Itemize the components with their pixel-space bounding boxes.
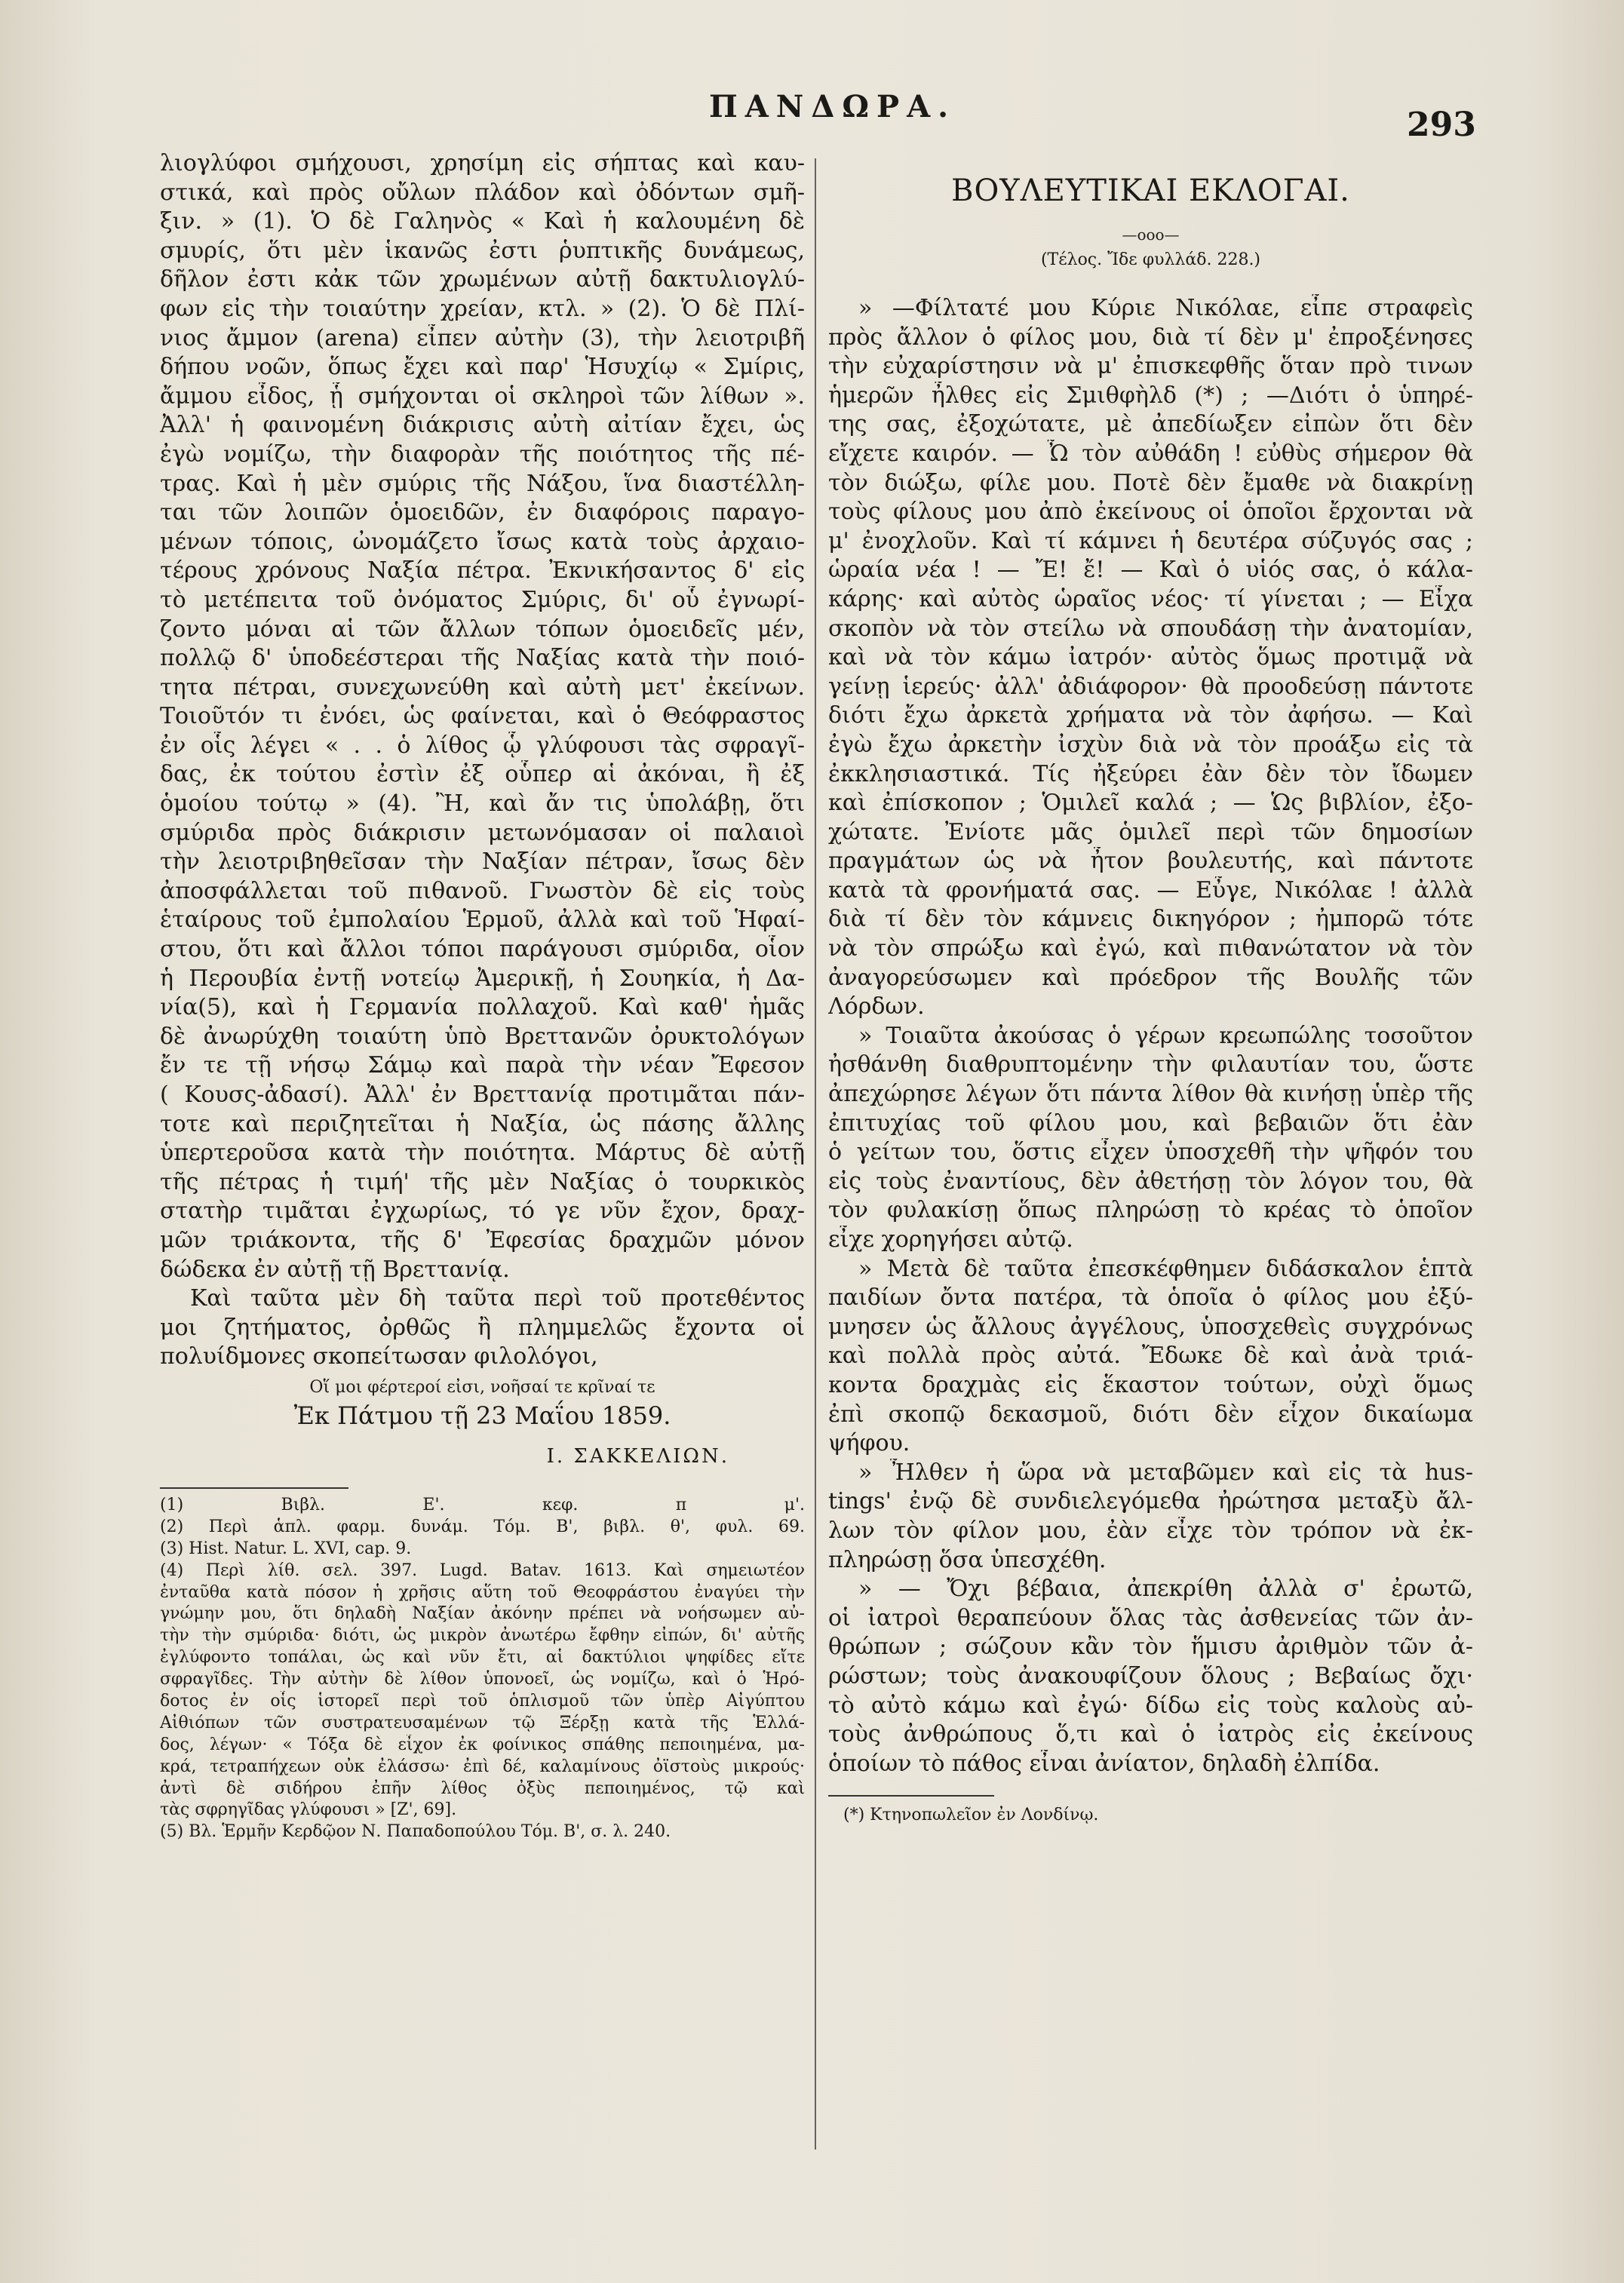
text-line: μένων τόποις, ὠνομάζετο ἴσως κατὰ τοὺς ἀρχαιο- bbox=[160, 528, 805, 555]
text-line: tings' ἐνῷ δὲ συνδιελεγόμεθα ἠρώτησα μεταξὺ ἄλ- bbox=[828, 1488, 1473, 1515]
text-line: μῶν τριάκοντα, τῆς δ' Ἐφεσίας δραχμῶν μόνον bbox=[160, 1226, 805, 1254]
text-line: (5) Βλ. Ἑρμῆν Κερδῷον Ν. Παπαδοπούλου Τόμ. Β', σ. λ. 240. bbox=[160, 1822, 671, 1842]
bleed-through-gutter bbox=[1490, 158, 1618, 611]
text-line: ἐκκλησιαστικά. Τίς ἠξεύρει ἐὰν δὲν τὸν ἴδωμεν bbox=[828, 760, 1473, 787]
left-column-text bbox=[160, 149, 805, 1372]
page-number: 293 bbox=[1407, 106, 1476, 144]
text-line: πρὸς ἄλλον ὁ φίλος μου, διὰ τί δὲν μ' ἐπροξένησες bbox=[828, 324, 1473, 351]
text-line: δῆλον ἐστι κἀκ τῶν χρωμένων αὐτῇ δακτυλιογλύ- bbox=[160, 266, 805, 293]
text-line: γείνῃ ἱερεύς· ἀλλ' ἀδιάφορον· θὰ προοδεύσῃ πάντοτε bbox=[828, 673, 1473, 700]
text-line: εἰς τοὺς ἐναντίους, δὲν ἀθετήσῃ τὸν λόγον του, θὰ bbox=[828, 1168, 1473, 1195]
text-line: καὶ πολλὰ πρὸς αὐτά. Ἔδωκε δὲ καὶ ἀνὰ τριά- bbox=[828, 1342, 1473, 1370]
text-line: κάρης· καὶ αὐτὸς ὡραῖος νέος· τί γίνεται ; — Εἶχα bbox=[828, 585, 1473, 612]
text-line: πραγμάτων ὡς νὰ ἦτον βουλευτής, καὶ πάντοτε bbox=[828, 848, 1473, 875]
text-line: τητα πέτραι, συνεχωνεύθη καὶ αὐτὴ μετ' ἐκείνων. bbox=[160, 674, 805, 701]
text-line: τὸ αὐτὸ κάμω καὶ ἐγώ· δίδω εἰς τοὺς καλοὺς αὐ- bbox=[828, 1692, 1473, 1719]
text-line: οἱ ἰατροὶ θεραπεύουν ὅλας τὰς ἀσθενείας τῶν ἀν- bbox=[828, 1604, 1473, 1631]
text-line: πληρώσῃ ὅσα ὑπεσχέθη. bbox=[828, 1546, 1107, 1573]
left-footnotes bbox=[160, 1495, 805, 1843]
text-line: διότι ἔχω ἀρκετὰ χρήματα νὰ τὸν ἀφήσω. — Καὶ bbox=[828, 702, 1473, 729]
text-line: σφραγῖδες. Τὴν αὐτὴν δὲ λίθον ὑπονοεῖ, ὡς νομίζω, καὶ ὁ Ἡρό- bbox=[160, 1670, 805, 1689]
text-line: δώδεκα ἐν αὐτῇ τῇ Βρεττανίᾳ. bbox=[160, 1256, 510, 1283]
text-line: ὁ γείτων του, ὅστις εἶχεν ὑποσχεθῆ τὴν ψῆφόν του bbox=[828, 1139, 1473, 1166]
text-line: καὶ ἐπίσκοπον ; Ὁμιλεῖ καλά ; — Ὡς βιβλίον, ἐξο- bbox=[828, 790, 1473, 817]
text-line: νὰ τὸν σπρώξω καὶ ἐγώ, καὶ πιθανώτατον νὰ τὸν bbox=[828, 935, 1473, 962]
text-line: νία(5), καὶ ἡ Γερμανία πολλαχοῦ. Καὶ καθ' ἡμᾶς bbox=[160, 994, 805, 1021]
text-line: κοντα δραχμὰς εἰς ἕκαστον τούτων, οὐχὶ ὅμως bbox=[828, 1371, 1473, 1398]
text-line: μοι ζητήματος, ὀρθῶς ἢ πλημμελῶς ἔχοντα οἱ bbox=[160, 1314, 805, 1341]
text-line: τῆς πέτρας ἡ τιμή' τῆς μὲν Ναξίας ὁ τουρκικὸς bbox=[160, 1168, 805, 1195]
text-line: ψήφου. bbox=[828, 1430, 910, 1457]
text-line: φων εἰς τὴν τοιαύτην χρείαν, κτλ. » (2). Ὁ δὲ Πλί- bbox=[160, 295, 805, 322]
text-line: δος, λέγων· « Τόξα δὲ εἶχον ἐκ φοίνικος σπάθης πεποιημένα, μα- bbox=[160, 1735, 805, 1754]
text-line: » Μετὰ δὲ ταῦτα ἐπεσκέφθημεν διδάσκαλον ἑπτὰ bbox=[858, 1255, 1473, 1282]
right-footnote: (*) Κτηνοπωλεῖον ἐν Λονδίνῳ. bbox=[843, 1806, 1099, 1825]
footnote-rule bbox=[828, 1795, 994, 1797]
text-line: δοτος ἐν οἷς ἱστορεῖ περὶ τοῦ ὁπλισμοῦ τῶν ὑπὲρ Αἰγύπτου bbox=[160, 1691, 805, 1711]
text-line: κρά, τετραπήχεων οὐκ ἐλάσσω· ἐπὶ δέ, καλαμίνους ὀϊστοὺς μικρούς· bbox=[160, 1757, 805, 1776]
text-line: » —Φίλτατέ μου Κύριε Νικόλαε, εἶπε στραφεὶς bbox=[858, 295, 1473, 321]
text-line: λιογλύφοι σμήχουσι, χρησίμη εἰς σήπτας καὶ καυ- bbox=[160, 150, 805, 176]
text-line: » — Ὄχι βέβαια, ἀπεκρίθη ἀλλὰ σ' ἐρωτῶ, bbox=[858, 1576, 1473, 1603]
text-line: τὴν λειοτριβηθεῖσαν τὴν Ναξίαν πέτραν, ἴσως δὲν bbox=[160, 848, 805, 876]
text-line: ἐπὶ σκοπῷ δεκασμοῦ, διότι δὲν εἶχον δικαίωμα bbox=[828, 1401, 1473, 1428]
text-line: ἐπιτυχίας τοῦ φίλου μου, καὶ βεβαιῶν ὅτι ἐὰν bbox=[828, 1109, 1473, 1137]
text-line: τὰς σφρηγῖδας γλύφουσι » [Ζ', 69]. bbox=[160, 1800, 457, 1820]
text-line: πολυίδμονες σκοπείτωσαν φιλολόγοι, bbox=[160, 1343, 598, 1370]
text-line: ἐγὼ νομίζω, τὴν διαφορὰν τῆς ποιότητος τῆς πέ- bbox=[160, 440, 805, 468]
epigraph-line: Οἵ μοι φέρτεροί εἰσι, νοῆσαί τε κρῖναί τε bbox=[309, 1377, 655, 1397]
text-line: χώτατε. Ἐνίοτε μᾶς ὁμιλεῖ περὶ τῶν δημοσίων bbox=[828, 818, 1473, 845]
text-line: » Ἦλθεν ἡ ὥρα νὰ μεταβῶμεν καὶ εἰς τὰ hus- bbox=[858, 1459, 1473, 1486]
text-line: ἐγὼ ἔχω ἀρκετὴν ἰσχὺν διὰ νὰ τὸν προάξω εἰς τὰ bbox=[828, 731, 1473, 758]
text-line: εἴχετε καιρόν. — Ὦ τὸν αὐθάδη ! εὐθὺς σήμερον θὰ bbox=[828, 440, 1473, 467]
text-line: ὁμοίου τούτῳ » (4). Ἢ, καὶ ἄν τις ὑπολάβῃ, ὅτι bbox=[160, 790, 805, 818]
text-line: διὰ τί δὲν τὸν κάμνεις δικηγόρον ; ἠμπορῶ τότε bbox=[828, 906, 1473, 933]
text-line: ἠσθάνθη διαθρυπτομένην τὴν φιλαυτίαν του, ὥστε bbox=[828, 1051, 1473, 1079]
text-line: ἐνταῦθα κατὰ πόσον ἡ χρῆσις αὕτη τοῦ Θεοφράστου ἐναγύει τὴν bbox=[160, 1582, 805, 1602]
text-line: Λόρδων. bbox=[828, 993, 925, 1020]
dateline: Ἐκ Πάτμου τῇ 23 Μαΐου 1859. bbox=[293, 1401, 671, 1430]
text-line: ἑταίρους τοῦ ἐμπολαίου Ἑρμοῦ, ἀλλὰ καὶ τοῦ Ἡφαί- bbox=[160, 907, 805, 934]
text-line: τέρους χρόνους Ναξία πέτρα. Ἐκνικήσαντος δ' εἰς bbox=[160, 557, 805, 585]
text-line: θρώπων ; σώζουν κἂν τὸν ἥμισυ ἀριθμὸν τῶν ἀ- bbox=[828, 1634, 1473, 1661]
text-line: δὲ ἀνωρύχθη τοιαύτη ὑπὸ Βρεττανῶν ὀρυκτολόγων bbox=[160, 1023, 805, 1050]
text-line: ὑπερτεροῦσα κατὰ τὴν ποιότητα. Μάρτυς δὲ αὐτῇ bbox=[160, 1140, 805, 1167]
text-line: τὸν διώξω, φίλε μου. Ποτὲ δὲν ἔμαθε νὰ διακρίνῃ bbox=[828, 469, 1473, 496]
text-line: τρας. Καὶ ἡ μὲν σμύρις τῆς Νάξου, ἵνα διαστέλλη- bbox=[160, 470, 805, 497]
text-line: ἡμερῶν ἦλθες εἰς Σμιθφὴλδ (*) ; —Διότι ὁ ὑπηρέ- bbox=[828, 382, 1473, 409]
text-line: ἀπεχώρησε λέγων ὅτι πάντα λίθον θὰ κινήσῃ ὑπὲρ τῆς bbox=[828, 1081, 1473, 1108]
column-rule bbox=[815, 158, 816, 2150]
text-line: ἀντὶ δὲ σιδήρου ἐπῆν λίθος ὀξὺς πεποιημένος, τῷ καὶ bbox=[160, 1778, 805, 1798]
text-line: στου, ὅτι καὶ ἄλλοι τόποι παράγουσι σμύριδα, οἷον bbox=[160, 936, 805, 963]
text-line: παιδίων ὄντα πατέρα, τὰ ὁποῖα ὁ φίλος μου ἐξύ- bbox=[828, 1284, 1473, 1312]
text-line: στικά, καὶ πρὸς οὔλων πλάδον καὶ ὀδόντων σμῆ- bbox=[160, 179, 805, 206]
text-line: κατὰ τὰ φρονήματά σας. — Εὖγε, Νικόλαε ! ἀλλὰ bbox=[828, 876, 1473, 904]
text-line: ὁποίων τὸ πάθος εἶναι ἀνίατον, δηλαδὴ ἐλπίδα. bbox=[828, 1750, 1380, 1777]
author-signature: Ι. ΣΑΚΚΕΛΙΩΝ. bbox=[546, 1444, 729, 1468]
text-line: τοὺς ἀνθρώπους ὅ,τι καὶ ὁ ἰατρὸς εἰς ἐκείνους bbox=[828, 1721, 1473, 1748]
text-line: ἐν οἷς λέγει « . . ὁ λίθος ᾧ γλύφουσι τὰς σφραγῖ- bbox=[160, 732, 805, 759]
running-head: ΠΑΝΔΩΡΑ. bbox=[709, 89, 956, 124]
text-line: νιος ἄμμον (arena) εἶπεν αὐτὴν (3), τὴν λειοτριβῆ bbox=[160, 324, 805, 351]
text-line: Τοιοῦτόν τι ἐνόει, ὡς φαίνεται, καὶ ὁ Θεόφραστος bbox=[160, 703, 805, 730]
text-line: σκοπὸν νὰ τὸν στείλω νὰ σπουδάσῃ τὴν ἀνατομίαν, bbox=[828, 615, 1473, 642]
text-line: δήπου νοῶν, ὅπως ἔχει καὶ παρ' Ἡσυχίῳ « Σμίρις, bbox=[160, 354, 805, 381]
text-line: ἀποσφάλλεται τοῦ πιθανοῦ. Γνωστὸν δὲ εἰς τοὺς bbox=[160, 877, 805, 904]
text-line: Ἀλλ' ἡ φαινομένη διάκρισις αὐτὴ αἰτίαν ἔχει, ὡς bbox=[160, 412, 805, 439]
text-line: ἐγλύφοντο τοπάλαι, ὡς καὶ νῦν ἔτι, αἱ δακτύλιοι ψηφίδες εἴτε bbox=[160, 1648, 805, 1668]
text-line: μ' ἐνοχλοῦν. Καὶ τί κάμνει ἡ δευτέρα σύζυγός σας ; bbox=[828, 527, 1473, 554]
text-line: ξιν. » (1). Ὁ δὲ Γαληνὸς « Καὶ ἡ καλουμένη δὲ bbox=[160, 208, 805, 235]
text-line: Αἰθιόπων τῶν συστρατευσαμένων τῷ Ξέρξῃ κατὰ τῆς Ἑλλά- bbox=[160, 1713, 805, 1732]
text-line: τὸ μετέπειτα τοῦ ὀνόματος Σμύρις, δι' οὗ ἐγνωρί- bbox=[160, 586, 805, 613]
text-line: ἔν τε τῇ νήσῳ Σάμῳ καὶ παρὰ τὴν νέαν Ἔφεσον bbox=[160, 1052, 805, 1079]
right-column-text bbox=[828, 294, 1473, 1778]
text-line: μνησεν ὡς ἄλλους ἀγγέλους, ὑποσχεθεὶς συγχρόνως bbox=[828, 1313, 1473, 1340]
text-line: τὴν εὐχαρίστησιν νὰ μ' ἐπισκεφθῆς ὅταν πρὸ τινων bbox=[828, 353, 1473, 380]
text-line: λων τὸν φίλον μου, ἐὰν εἶχε τὸν τρόπον νὰ ἐκ- bbox=[828, 1517, 1473, 1544]
title-ornament: —οοο— bbox=[1122, 226, 1180, 244]
text-line: ρώστων; τοὺς ἀνακουφίζουν ὅλους ; Βεβαίως ὄχι· bbox=[828, 1662, 1473, 1689]
text-line: Καὶ ταῦτα μὲν δὴ ταῦτα περὶ τοῦ προτεθέντος bbox=[190, 1285, 805, 1312]
article-title: ΒΟΥΛΕΥΤΙΚΑΙ ΕΚΛΟΓΑΙ. bbox=[951, 173, 1350, 208]
source-note: (Τέλος. Ἴδε φυλλάδ. 228.) bbox=[1040, 250, 1261, 269]
text-line: » Τοιαῦτα ἀκούσας ὁ γέρων κρεωπώλης τοσοῦτον bbox=[858, 1022, 1473, 1049]
text-line: ἀναγορεύσωμεν καὶ πρόεδρον τῆς Βουλῆς τῶν bbox=[828, 964, 1473, 991]
text-line: δας, ἐκ τούτου ἐστὶν ἐξ οὗπερ αἱ ἀκόναι, ἢ ἐξ bbox=[160, 761, 805, 788]
text-line: τοὺς φίλους μου ἀπὸ ἐκείνους οἱ ὁποῖοι ἔρχονται νὰ bbox=[828, 499, 1473, 526]
text-line: καὶ νὰ τὸν κάμω ἰατρόν· αὐτὸς ὅμως προτιμᾷ νὰ bbox=[828, 644, 1473, 671]
text-line: στατὴρ τιμᾶται ἐγχωρίως, τό γε νῦν ἔχον, δραχ- bbox=[160, 1198, 805, 1225]
text-line: πολλῷ δ' ὑποδεέστεραι τῆς Ναξίας κατὰ τὴν ποιό- bbox=[160, 645, 805, 672]
text-line: (1) Βιβλ. Ε'. κεφ. π μ'. bbox=[160, 1495, 805, 1514]
footnote-rule bbox=[160, 1487, 348, 1489]
text-line: ζοντο μόναι αἱ τῶν ἄλλων τόπων ὁμοειδεῖς μέν, bbox=[160, 615, 805, 643]
text-line: της σας, ἐξοχώτατε, μὲ ἀπεδίωξεν εἰπὼν ὅτι δὲν bbox=[828, 411, 1473, 438]
text-line: (2) Περὶ ἁπλ. φαρμ. δυνάμ. Τόμ. Β', βιβλ. θ', φυλ. 69. bbox=[160, 1517, 805, 1536]
left-column bbox=[160, 149, 805, 1843]
text-line: τὴν τὴν σμύριδα· διότι, ὡς μικρὸν ἀνωτέρω ἔφθην εἰπών, δι' αὐτῆς bbox=[160, 1626, 805, 1646]
text-line: ἡ Περουβία ἐντῇ νοτείῳ Ἀμερικῇ, ἡ Σουηκία, ἡ Δα- bbox=[160, 965, 805, 992]
text-line: εἶχε χορηγήσει αὐτῷ. bbox=[828, 1226, 1073, 1253]
right-column bbox=[828, 149, 1473, 1824]
text-line: σμυρίς, ὅτι μὲν ἱκανῶς ἐστι ῥυπτικῆς δυνάμεως, bbox=[160, 237, 805, 264]
text-line: τὸν φυλακίσῃ ὅπως πληρώσῃ τὸ κρέας τὸ ὁποῖον bbox=[828, 1197, 1473, 1224]
text-line: γνώμην μου, ὅτι δηλαδὴ Ναξίαν ἀκόνην πρέπει νὰ νοήσωμεν αὐ- bbox=[160, 1604, 805, 1624]
text-line: ται τῶν λοιπῶν ὁμοειδῶν, ἐν διαφόροις παραγο- bbox=[160, 499, 805, 526]
text-line: (4) Περὶ λίθ. σελ. 397. Lugd. Batav. 1613. Καὶ σημειωτέον bbox=[160, 1560, 805, 1580]
text-line: τοτε καὶ περιζητεῖται ἡ Ναξία, ὡς πάσης ἄλλης bbox=[160, 1110, 805, 1137]
text-line: ἄμμου εἶδος, ᾗ σμήχονται οἱ σκληροὶ τῶν λίθων ». bbox=[160, 382, 805, 410]
text-line: (3) Hist. Natur. L. XVI, cap. 9. bbox=[160, 1539, 412, 1558]
text-line: ( Κουσς-ἀδασί). Ἀλλ' ἐν Βρεττανίᾳ προτιμᾶται πάν- bbox=[160, 1082, 805, 1108]
text-line: σμύριδα πρὸς διάκρισιν μετωνόμασαν οἱ παλαιοὶ bbox=[160, 819, 805, 846]
text-line: ὡραία νέα ! — Ἔ! ἔ! — Καὶ ὁ υἱός σας, ὁ κάλα- bbox=[828, 557, 1473, 584]
